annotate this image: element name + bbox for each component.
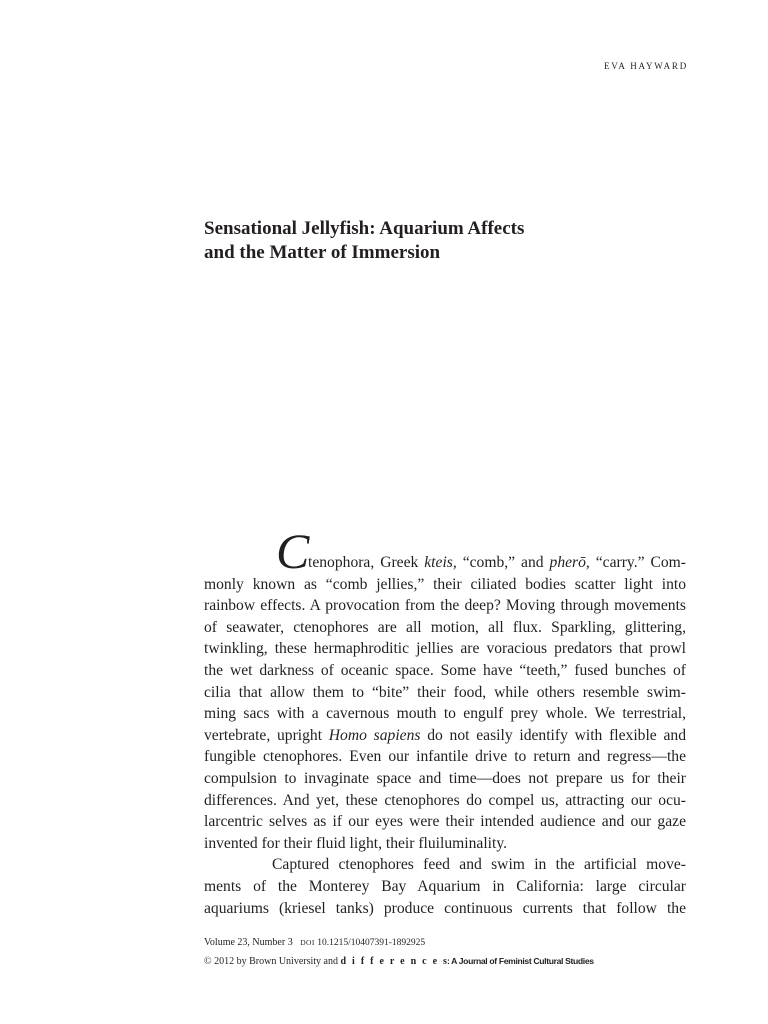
- text-run: Captured ctenophores feed and swim in the artificial move-: [272, 856, 686, 874]
- text-run: ments of the Monterey Bay Aquarium in California: large circular: [204, 877, 686, 895]
- doi-label: DOI: [300, 938, 315, 947]
- text-run: aquariums (kriesel tanks) produce continuous currents that follow the: [204, 899, 686, 917]
- text-line: [204, 854, 686, 876]
- paragraph: [204, 854, 686, 919]
- text-run: monly known as “comb jellies,” their ciliated bodies scatter light into: [204, 575, 686, 593]
- text-run: rainbow effects. A provocation from the deep? Moving through movements: [204, 597, 686, 615]
- text-run: of seawater, ctenophores are all motion, all flux. Sparkling, glittering,: [204, 618, 686, 636]
- text-run: differences. And yet, these ctenophores do compel us, attracting our ocu-: [204, 791, 686, 809]
- text-run: , “carry.” Com-: [585, 554, 686, 571]
- doi-number: 10.1215/10407391-1892925: [317, 938, 426, 948]
- journal-subtitle: : A Journal of Feminist Cultural Studies: [446, 956, 594, 966]
- article-title-line: and the Matter of Immersion: [204, 242, 441, 263]
- page-footer: [204, 934, 594, 971]
- article-title-line: Sensational Jellyfish: Aquarium Affects: [204, 218, 525, 239]
- text-line: [204, 660, 686, 682]
- italic-text: kteis: [424, 554, 453, 571]
- text-run: fungible ctenophores. Even our infantile drive to return and regress—the: [204, 748, 686, 766]
- text-line: [204, 703, 686, 725]
- running-head: EVA HAYWARD: [603, 61, 688, 71]
- italic-text: pherō: [549, 554, 586, 571]
- text-run: compulsion to invaginate space and time—does not prepare us for their: [204, 769, 686, 787]
- text-run: invented for their fluid light, their fluiluminality.: [204, 834, 508, 852]
- text-line: [204, 833, 686, 855]
- copyright-line: [204, 952, 594, 971]
- text-line: [204, 638, 686, 660]
- copyright-notice: © 2012 by Brown University and: [204, 956, 338, 967]
- text-run: cilia that allow them to “bite” their food, while others resemble swim-: [204, 683, 686, 701]
- text-line: [204, 595, 686, 617]
- text-line: [204, 682, 686, 704]
- text-line: [204, 811, 686, 833]
- text-run: , “comb,” and: [452, 554, 550, 571]
- volume-issue: Volume 23, Number 3: [204, 937, 293, 948]
- drop-cap: C: [276, 523, 310, 580]
- text-line: [204, 876, 686, 898]
- text-run: tenophora, Greek: [308, 554, 425, 571]
- article-title: [204, 217, 524, 265]
- text-line: [204, 523, 686, 580]
- text-line: [204, 746, 686, 768]
- text-run: do not easily identify with flexible and: [420, 726, 686, 744]
- text-run: twinkling, these hermaphroditic jellies are voracious predators that prowl: [204, 640, 686, 658]
- text-run: vertebrate, upright: [204, 726, 329, 744]
- text-line: [204, 790, 686, 812]
- italic-text: Homo sapiens: [328, 726, 421, 744]
- article-body: [204, 523, 686, 919]
- text-line: [204, 617, 686, 639]
- text-line: [204, 574, 686, 596]
- text-run: larcentric selves as if our eyes were their intended audience and our gaze: [204, 813, 686, 831]
- text-line: [204, 898, 686, 920]
- text-line: [204, 768, 686, 790]
- text-line: [204, 725, 686, 747]
- text-run: the wet darkness of oceanic space. Some have “teeth,” fused bunches of: [204, 661, 686, 679]
- citation-line: [204, 934, 594, 952]
- paragraph: [204, 523, 686, 854]
- journal-name: differences: [340, 956, 453, 967]
- text-run: ming sacs with a cavernous mouth to engulf prey whole. We terrestrial,: [204, 705, 686, 723]
